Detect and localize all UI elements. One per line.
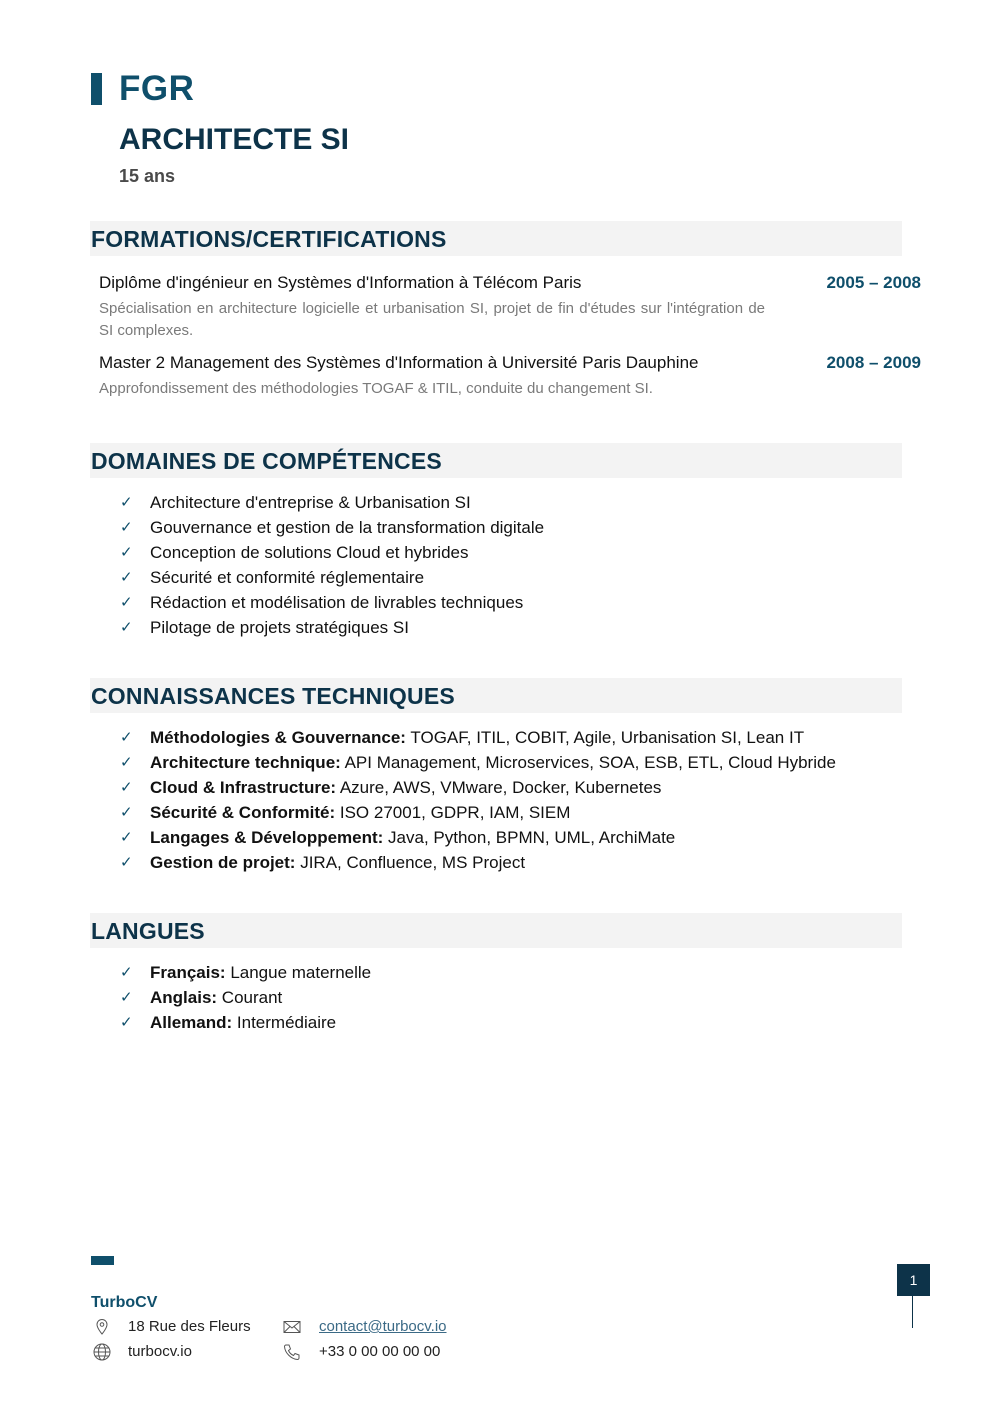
connaissances-heading: CONNAISSANCES TECHNIQUES: [91, 683, 455, 709]
list-item: ✓ Conception de solutions Cloud et hybrides: [120, 540, 544, 565]
checkmark-icon: ✓: [120, 544, 133, 561]
footer-accent-bar: [91, 1256, 114, 1265]
formation-dates: 2008 – 2009: [826, 353, 921, 372]
skill-label: Cloud & Infrastructure:: [150, 778, 337, 797]
checkmark-icon: ✓: [120, 519, 133, 536]
formation-title: Diplôme d'ingénieur en Systèmes d'Information à Télécom Paris: [99, 273, 582, 292]
checkmark-icon: ✓: [120, 569, 133, 586]
globe-icon: [92, 1342, 112, 1362]
checkmark-icon: ✓: [120, 494, 133, 511]
list-item: ✓ Architecture d'entreprise & Urbanisation SI: [120, 490, 544, 515]
language-label: Anglais:: [150, 988, 218, 1007]
footer-address: 18 Rue des Fleurs: [128, 1318, 251, 1335]
skill-label: Sécurité & Conformité:: [150, 803, 336, 822]
list-item: [120, 960, 371, 985]
formation-entry: [99, 271, 921, 341]
checkmark-icon: ✓: [120, 779, 133, 796]
langues-list: [120, 960, 371, 1035]
competences-section-header: [90, 443, 902, 478]
competences-heading: DOMAINES DE COMPÉTENCES: [91, 448, 442, 474]
skill-label: Architecture technique:: [150, 753, 341, 772]
list-item: [120, 750, 836, 775]
name-accent-bar: [91, 73, 102, 105]
list-item: [120, 985, 371, 1010]
formation-title: Master 2 Management des Systèmes d'Information à Université Paris Dauphine: [99, 353, 699, 372]
checkmark-icon: ✓: [120, 964, 133, 981]
page-number-line: [912, 1296, 913, 1328]
list-item: [120, 850, 836, 875]
envelope-icon: [282, 1317, 302, 1337]
footer-phone: +33 0 00 00 00 00: [319, 1343, 441, 1360]
checkmark-icon: ✓: [120, 729, 133, 746]
skill-label: Langages & Développement:: [150, 828, 384, 847]
skill-value: API Management, Microservices, SOA, ESB, ETL, Cloud Hybride: [340, 753, 836, 772]
checkmark-icon: ✓: [120, 804, 133, 821]
list-item: [120, 825, 836, 850]
location-pin-icon: [92, 1317, 112, 1337]
competences-list: [120, 490, 544, 640]
langues-heading: LANGUES: [91, 918, 205, 944]
skill-value: Java, Python, BPMN, UML, ArchiMate: [383, 828, 676, 847]
formation-description: Spécialisation en architecture logicielle et urbanisation SI, projet de fin d'études sur l'intégration de SI complexes.: [99, 300, 765, 339]
connaissances-list: [120, 725, 836, 875]
language-label: Français:: [150, 963, 226, 982]
skill-value: JIRA, Confluence, MS Project: [295, 853, 526, 872]
checkmark-icon: ✓: [120, 619, 133, 636]
language-level: Langue maternelle: [225, 963, 372, 982]
skill-value: ISO 27001, GDPR, IAM, SIEM: [335, 803, 571, 822]
list-item: [120, 800, 836, 825]
checkmark-icon: ✓: [120, 829, 133, 846]
skill-value: TOGAF, ITIL, COBIT, Agile, Urbanisation SI, Lean IT: [405, 728, 805, 747]
list-item: [120, 1010, 371, 1035]
job-title: ARCHITECTE SI: [119, 123, 350, 156]
formations-section-header: [90, 221, 902, 256]
checkmark-icon: ✓: [120, 594, 133, 611]
checkmark-icon: ✓: [120, 854, 133, 871]
skill-label: Méthodologies & Gouvernance:: [150, 728, 406, 747]
list-item: ✓ Pilotage de projets stratégiques SI: [120, 615, 544, 640]
list-item: ✓ Sécurité et conformité réglementaire: [120, 565, 544, 590]
connaissances-section-header: [90, 678, 902, 713]
phone-icon: [282, 1342, 302, 1362]
checkmark-icon: ✓: [120, 1014, 133, 1031]
formation-dates: 2005 – 2008: [826, 273, 921, 292]
footer-email-link[interactable]: contact@turbocv.io: [319, 1318, 447, 1335]
formation-entry: [99, 351, 921, 401]
checkmark-icon: ✓: [120, 989, 133, 1006]
footer-brand: TurboCV: [91, 1294, 158, 1311]
skill-label: Gestion de projet:: [150, 853, 296, 872]
formation-description: Approfondissement des méthodologies TOGAF & ITIL, conduite du changement SI.: [99, 380, 653, 397]
langues-section-header: [90, 913, 902, 948]
skill-value: Azure, AWS, VMware, Docker, Kubernetes: [336, 778, 662, 797]
language-label: Allemand:: [150, 1013, 233, 1032]
formations-heading: FORMATIONS/CERTIFICATIONS: [91, 226, 447, 252]
list-item: [120, 725, 836, 750]
checkmark-icon: ✓: [120, 754, 133, 771]
list-item: ✓ Rédaction et modélisation de livrables techniques: [120, 590, 544, 615]
years-of-experience: 15 ans: [119, 166, 176, 186]
language-level: Intermédiaire: [232, 1013, 337, 1032]
footer-website[interactable]: turbocv.io: [128, 1343, 192, 1360]
page-number: 1: [897, 1264, 930, 1296]
candidate-name: FGR: [119, 69, 195, 108]
language-level: Courant: [217, 988, 283, 1007]
list-item: [120, 775, 836, 800]
list-item: ✓ Gouvernance et gestion de la transformation digitale: [120, 515, 544, 540]
